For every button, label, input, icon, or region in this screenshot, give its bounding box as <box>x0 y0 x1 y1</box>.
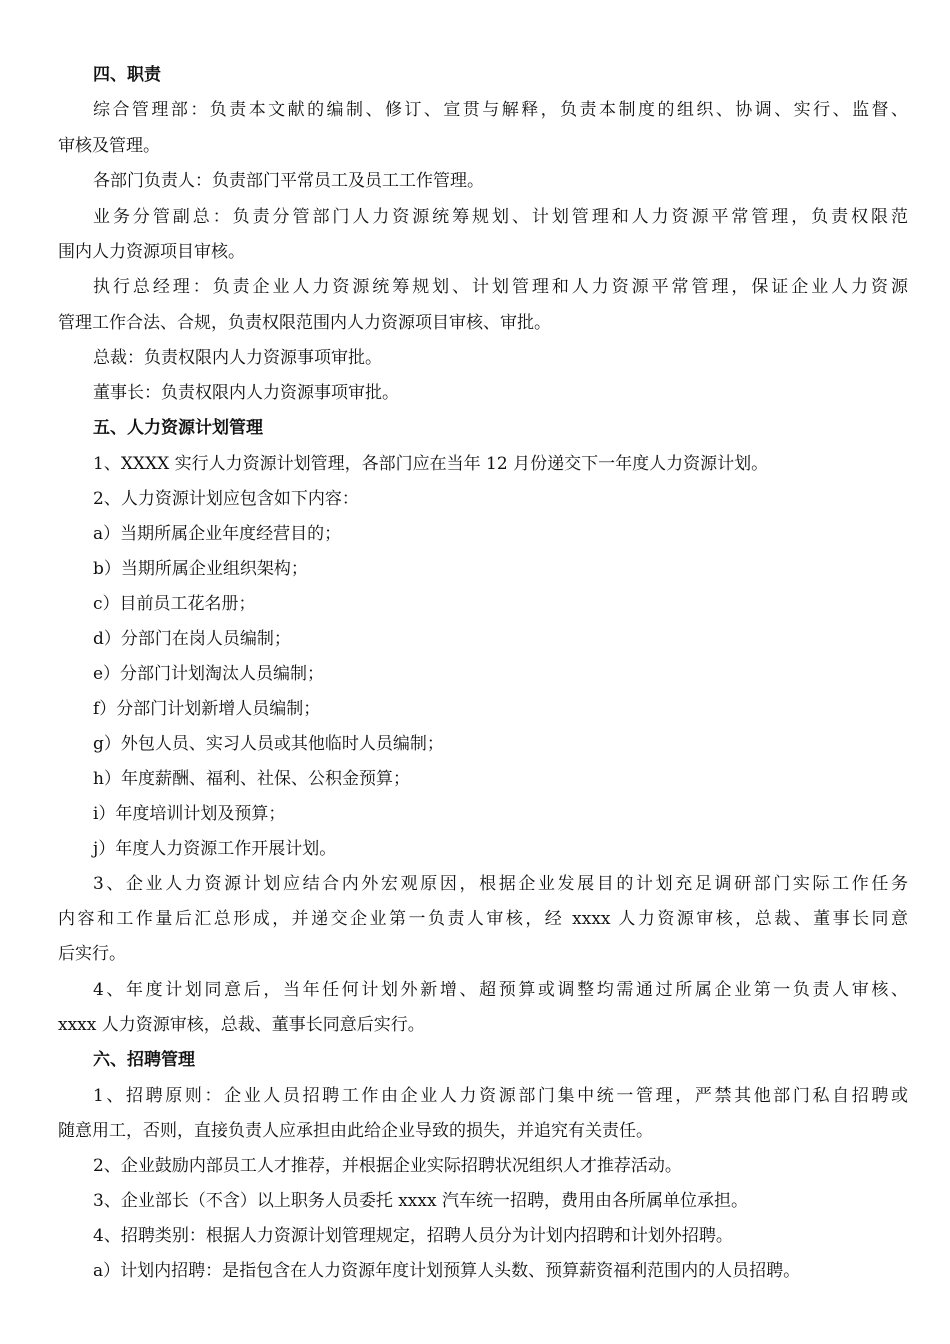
paragraph-line: 董事长：负责权限内人力资源事项审批。 <box>93 383 399 403</box>
list-item: g）外包人员、实习人员或其他临时人员编制； <box>93 734 444 754</box>
section-heading-recruitment: 六、招聘管理 <box>93 1050 195 1070</box>
paragraph-line: 执行总经理：负责企业人力资源统筹规划、计划管理和人力资源平常管理，保证企业人力资源 <box>93 277 908 297</box>
paragraph-line: 审核及管理。 <box>58 136 160 156</box>
list-item: i）年度培训计划及预算； <box>93 804 286 824</box>
paragraph-line: 4、年度计划同意后，当年任何计划外新增、超预算或调整均需通过所属企业第一负责人审核、 <box>93 980 908 1000</box>
list-item: d）分部门在岗人员编制； <box>93 629 291 649</box>
paragraph-line: 管理工作合法、合规，负责权限范围内人力资源项目审核、审批。 <box>58 313 551 333</box>
paragraph-line: 3、企业人力资源计划应结合内外宏观原因，根据企业发展目的计划充足调研部门实际工作任务 <box>93 874 908 894</box>
paragraph-line: 围内人力资源项目审核。 <box>58 242 245 262</box>
paragraph-line: 业务分管副总：负责分管部门人力资源统筹规划、计划管理和人力资源平常管理，负责权限范 <box>93 207 908 227</box>
list-item: a）计划内招聘：是指包含在人力资源年度计划预算人头数、预算薪资福利范围内的人员招聘。 <box>93 1261 801 1281</box>
list-item: j）年度人力资源工作开展计划。 <box>93 839 337 859</box>
paragraph-line: 后实行。 <box>58 944 126 964</box>
list-item: c）目前员工花名册； <box>93 594 256 614</box>
section-heading-hr-planning: 五、人力资源计划管理 <box>93 418 263 438</box>
paragraph-line: 随意用工，否则，直接负责人应承担由此给企业导致的损失，并追究有关责任。 <box>58 1121 653 1141</box>
paragraph-line: 各部门负责人：负责部门平常员工及员工工作管理。 <box>93 171 484 191</box>
paragraph-line: xxxx 人力资源审核，总裁、董事长同意后实行。 <box>58 1015 425 1035</box>
paragraph-line: 1、招聘原则：企业人员招聘工作由企业人力资源部门集中统一管理，严禁其他部门私自招聘或 <box>93 1086 908 1106</box>
paragraph-line: 2、人力资源计划应包含如下内容： <box>93 489 359 509</box>
paragraph-line: 3、企业部长（不含）以上职务人员委托 xxxx 汽车统一招聘，费用由各所属单位承担。 <box>93 1191 748 1211</box>
section-heading-duties: 四、职责 <box>93 65 161 85</box>
paragraph-line: 1、XXXX 实行人力资源计划管理，各部门应在当年 12 月份递交下一年度人力资源计划。 <box>93 454 769 474</box>
paragraph-line: 总裁：负责权限内人力资源事项审批。 <box>93 348 382 368</box>
paragraph-line: 综合管理部：负责本文献的编制、修订、宣贯与解释，负责本制度的组织、协调、实行、监督、 <box>93 100 908 120</box>
paragraph-line: 2、企业鼓励内部员工人才推荐，并根据企业实际招聘状况组织人才推荐活动。 <box>93 1156 682 1176</box>
list-item: e）分部门计划淘汰人员编制； <box>93 664 325 684</box>
list-item: f）分部门计划新增人员编制； <box>93 699 321 719</box>
list-item: a）当期所属企业年度经营目的； <box>93 524 342 544</box>
list-item: h）年度薪酬、福利、社保、公积金预算； <box>93 769 410 789</box>
paragraph-line: 4、招聘类别：根据人力资源计划管理规定，招聘人员分为计划内招聘和计划外招聘。 <box>93 1226 733 1246</box>
list-item: b）当期所属企业组织架构； <box>93 559 308 579</box>
paragraph-line: 内容和工作量后汇总形成，并递交企业第一负责人审核，经 xxxx 人力资源审核，总裁、董事长同意 <box>58 909 908 929</box>
